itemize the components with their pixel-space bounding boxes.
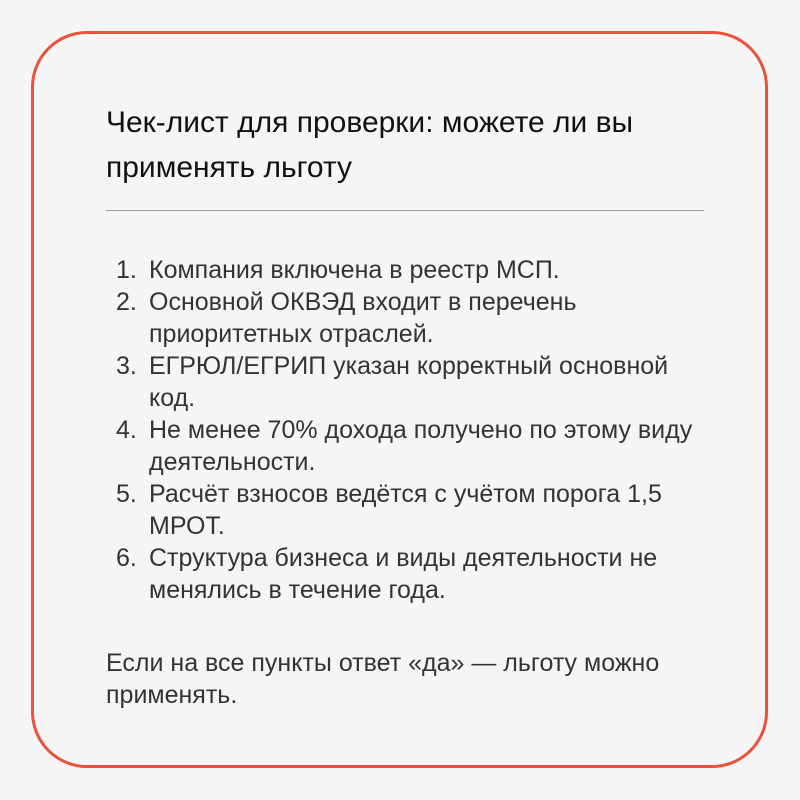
checklist-item-text: Не менее 70% дохода получено по этому виду деятельности. xyxy=(149,416,693,476)
checklist-item-text: Структура бизнеса и виды деятельности не менялись в течение года. xyxy=(149,544,658,604)
checklist-item xyxy=(106,350,706,414)
checklist-item-text: Расчёт взносов ведётся с учётом порога 1,5 МРОТ. xyxy=(149,480,662,540)
checklist-item xyxy=(106,478,706,542)
checklist-item xyxy=(106,414,706,478)
checklist-item-number: 4. xyxy=(116,416,137,444)
checklist-item-number: 3. xyxy=(116,352,137,380)
checklist-item-text: Компания включена в реестр МСП. xyxy=(149,256,560,284)
checklist-item-number: 2. xyxy=(116,288,137,316)
checklist-item-number: 1. xyxy=(116,256,137,284)
checklist-title: Чек-лист для проверки: можете ли вы применять льготу xyxy=(106,106,634,184)
checklist-item xyxy=(106,254,706,286)
title-divider xyxy=(106,210,704,211)
checklist-item-text: Основной ОКВЭД входит в перечень приоритетных отраслей. xyxy=(149,288,577,348)
checklist-item-text: ЕГРЮЛ/ЕГРИП указан корректный основной код. xyxy=(149,352,669,412)
checklist-item-number: 5. xyxy=(116,480,137,508)
checklist-item xyxy=(106,542,706,606)
checklist xyxy=(106,254,706,606)
checklist-card xyxy=(31,31,768,768)
checklist-item xyxy=(106,286,706,350)
checklist-item-number: 6. xyxy=(116,544,137,572)
conclusion-text: Если на все пункты ответ «да» — льготу можно применять. xyxy=(106,649,660,709)
